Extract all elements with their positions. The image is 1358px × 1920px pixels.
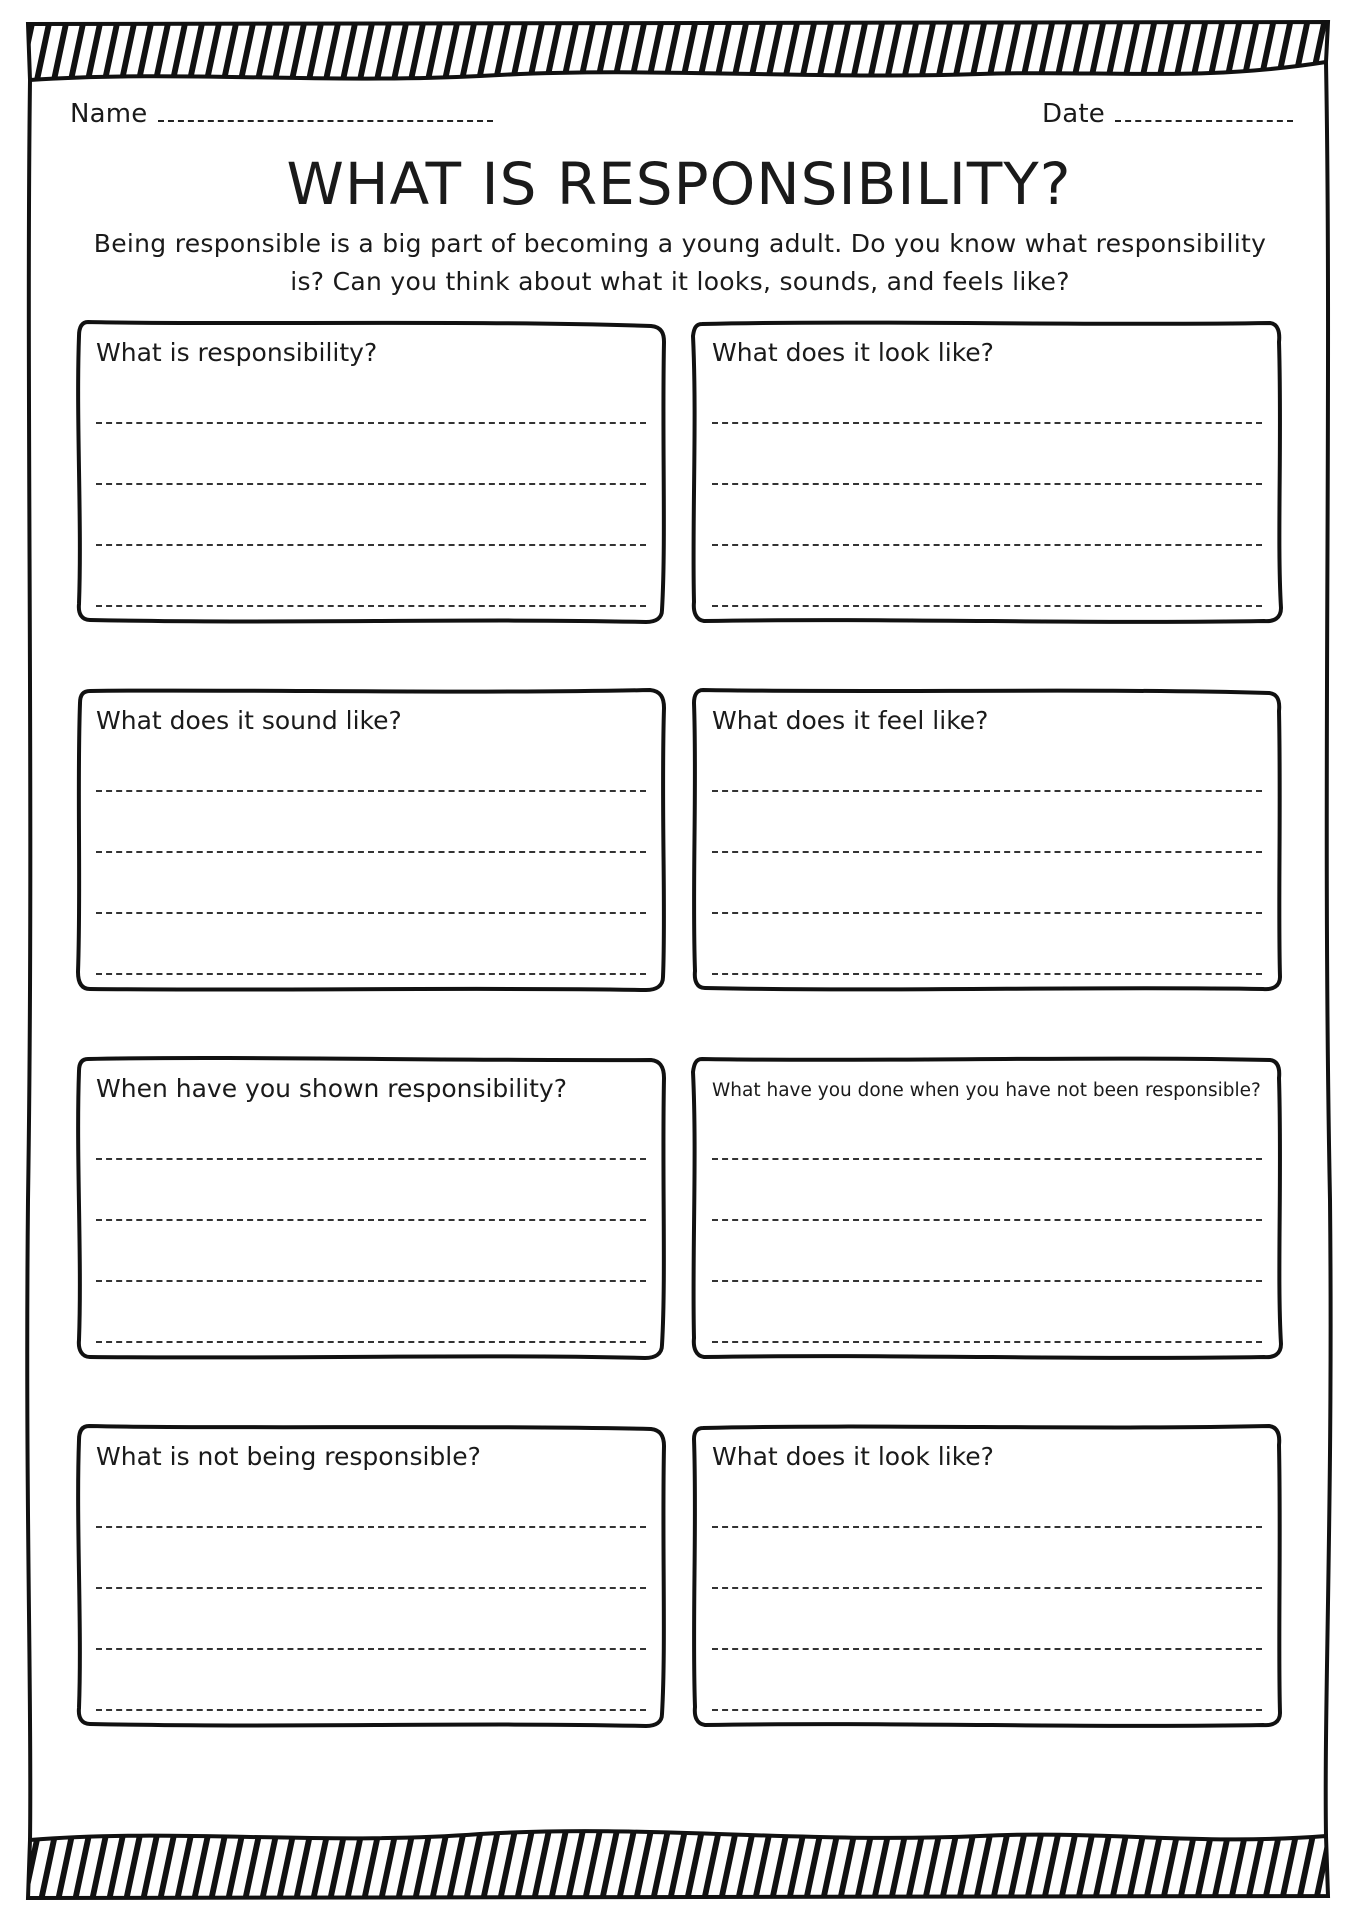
writing-line[interactable] xyxy=(96,1526,646,1528)
writing-line[interactable] xyxy=(712,1219,1262,1221)
box-prompt: What does it look like? xyxy=(712,1442,994,1471)
writing-line[interactable] xyxy=(712,605,1262,607)
writing-line[interactable] xyxy=(96,851,646,853)
box-prompt: What does it feel like? xyxy=(712,706,989,735)
name-blank[interactable] xyxy=(158,98,493,122)
writing-line[interactable] xyxy=(96,1341,646,1343)
writing-line[interactable] xyxy=(96,544,646,546)
name-field[interactable] xyxy=(70,98,493,129)
box-prompt: What have you done when you have not been responsible? xyxy=(712,1080,1261,1101)
writing-line[interactable] xyxy=(712,1341,1262,1343)
answer-box-4[interactable] xyxy=(692,688,1282,993)
writing-line[interactable] xyxy=(96,1587,646,1589)
writing-line[interactable] xyxy=(712,1158,1262,1160)
writing-line[interactable] xyxy=(96,1648,646,1650)
writing-line[interactable] xyxy=(712,973,1262,975)
box-prompt: What does it look like? xyxy=(712,338,994,367)
answer-box-8[interactable] xyxy=(692,1424,1282,1729)
writing-line[interactable] xyxy=(712,1709,1262,1711)
top-stripe-band xyxy=(0,0,1358,100)
writing-line[interactable] xyxy=(712,912,1262,914)
answer-box-1[interactable] xyxy=(76,320,666,625)
writing-line[interactable] xyxy=(712,1280,1262,1282)
writing-line[interactable] xyxy=(96,790,646,792)
intro-text: Being responsible is a big part of becoming a young adult. Do you know what responsibility is? Can you think about what it looks, sounds, and feels like? xyxy=(93,229,1267,296)
box-prompt: What is responsibility? xyxy=(96,338,378,367)
box-prompt: What is not being responsible? xyxy=(96,1442,481,1471)
writing-line[interactable] xyxy=(96,483,646,485)
writing-line[interactable] xyxy=(712,544,1262,546)
writing-line[interactable] xyxy=(96,605,646,607)
writing-line[interactable] xyxy=(96,422,646,424)
answer-box-2[interactable] xyxy=(692,320,1282,625)
writing-line[interactable] xyxy=(96,1280,646,1282)
writing-line[interactable] xyxy=(96,1158,646,1160)
date-blank[interactable] xyxy=(1115,98,1293,122)
page-title: WHAT IS RESPONSIBILITY? xyxy=(286,150,1072,218)
answer-box-6[interactable] xyxy=(692,1056,1282,1361)
writing-line[interactable] xyxy=(712,1526,1262,1528)
writing-line[interactable] xyxy=(712,790,1262,792)
answer-box-5[interactable] xyxy=(76,1056,666,1361)
box-prompt: What does it sound like? xyxy=(96,706,402,735)
writing-line[interactable] xyxy=(96,1709,646,1711)
writing-line[interactable] xyxy=(712,422,1262,424)
writing-line[interactable] xyxy=(712,483,1262,485)
writing-line[interactable] xyxy=(712,851,1262,853)
name-label: Name xyxy=(70,99,148,129)
date-field[interactable] xyxy=(1042,98,1293,129)
date-label: Date xyxy=(1042,99,1105,129)
box-prompt: When have you shown responsibility? xyxy=(96,1074,567,1103)
writing-line[interactable] xyxy=(96,1219,646,1221)
writing-line[interactable] xyxy=(712,1648,1262,1650)
box-border xyxy=(692,1056,1282,1361)
writing-line[interactable] xyxy=(712,1587,1262,1589)
writing-line[interactable] xyxy=(96,973,646,975)
answer-box-3[interactable] xyxy=(76,688,666,993)
writing-line[interactable] xyxy=(96,912,646,914)
answer-box-7[interactable] xyxy=(76,1424,666,1729)
